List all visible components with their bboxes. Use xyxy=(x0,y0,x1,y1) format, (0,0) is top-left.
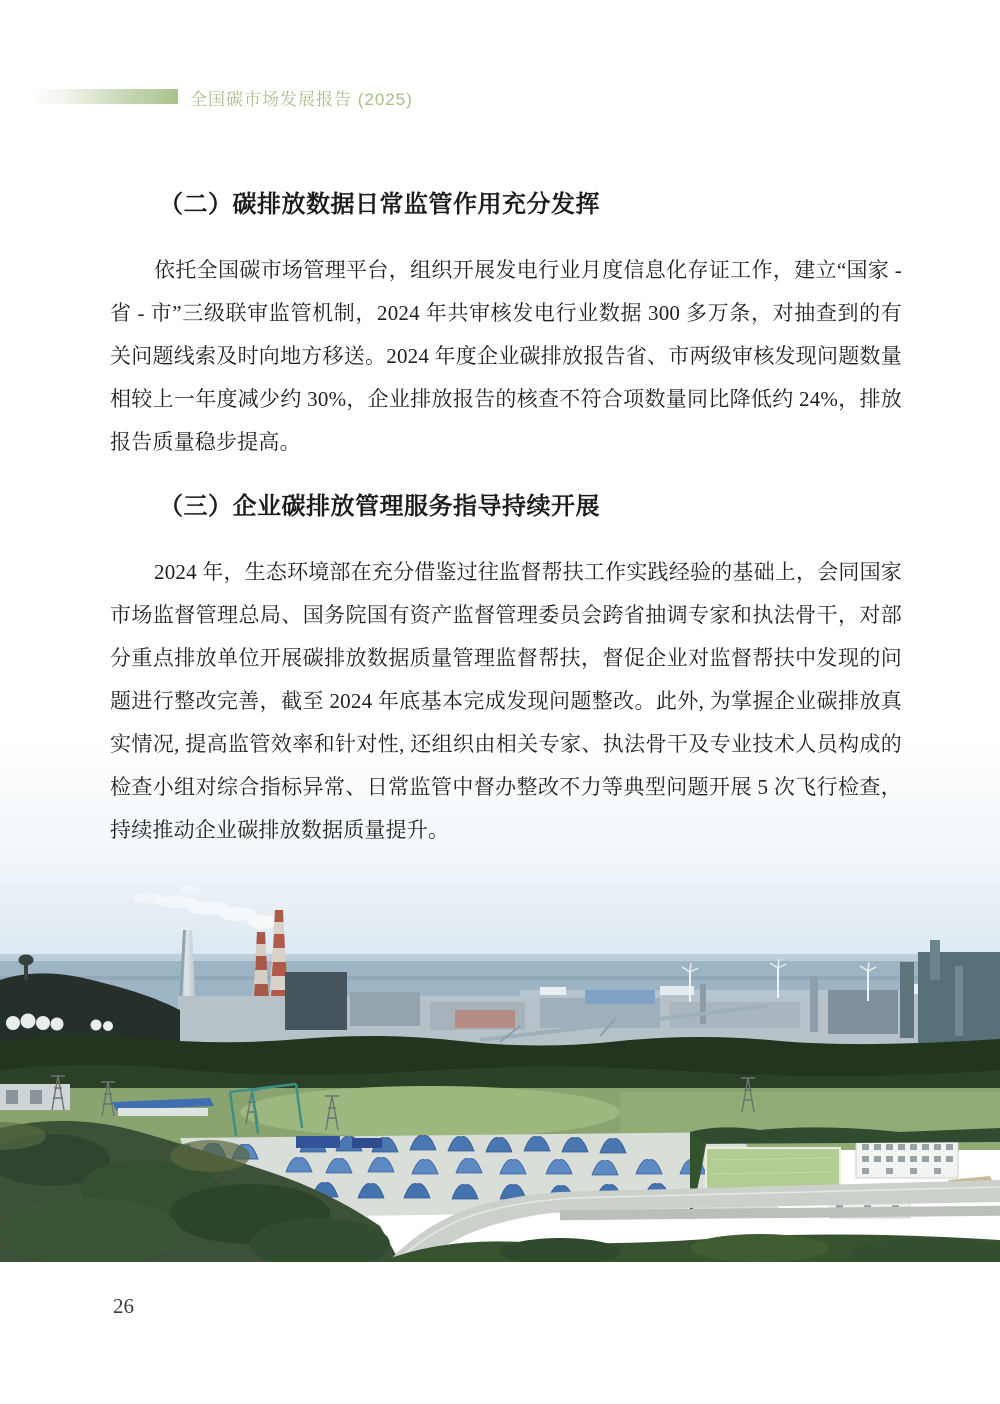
section-heading-3: （三）企业碳排放管理服务指导持续开展 xyxy=(159,494,600,520)
section-paragraph-2: 依托全国碳市场管理平台，组织开展发电行业月度信息化存证工作，建立“国家 - 省 - 市”三级联审监管机制，2024 年共审核发电行业数据 300 多万条，对抽查到的有关问题线索及时向地方移送。2024 年度企业碳排放报告省、市两级审核发现问题数量相较上一年度减少约 30%，企业排放报告的核查不符合项数量同比降低约 24%，排放报告质量稳步提高。 xyxy=(110,258,902,454)
report-title: 全国碳市场发展报告 (2025) xyxy=(190,90,413,109)
page-number: 26 xyxy=(113,1294,134,1318)
tree-row xyxy=(690,1127,1000,1144)
section-heading-2: （二）碳排放数据日常监管作用充分发挥 xyxy=(159,192,600,218)
section-paragraph-3: 2024 年，生态环境部在充分借鉴过往监督帮扶工作实践经验的基础上，会同国家市场监督管理总局、国务院国有资产监督管理委员会跨省抽调专家和执法骨干，对部分重点排放单位开展碳排放数据质量管理监督帮扶，督促企业对监督帮扶中发现的问题进行整改完善，截至 2024 年底基本完成发现问题整改。此外, 为掌握企业碳排放真实情况, 提高监管效率和针对性, 还组织由相关专家、执法骨干及专业技术人员构成的检查小组对综合指标异常、日常监管中督办整改不力等典型问题开展 5 次飞行检查，持续推动企业碳排放数据质量提升。 xyxy=(110,560,902,842)
header-gradient-bar xyxy=(30,89,178,104)
